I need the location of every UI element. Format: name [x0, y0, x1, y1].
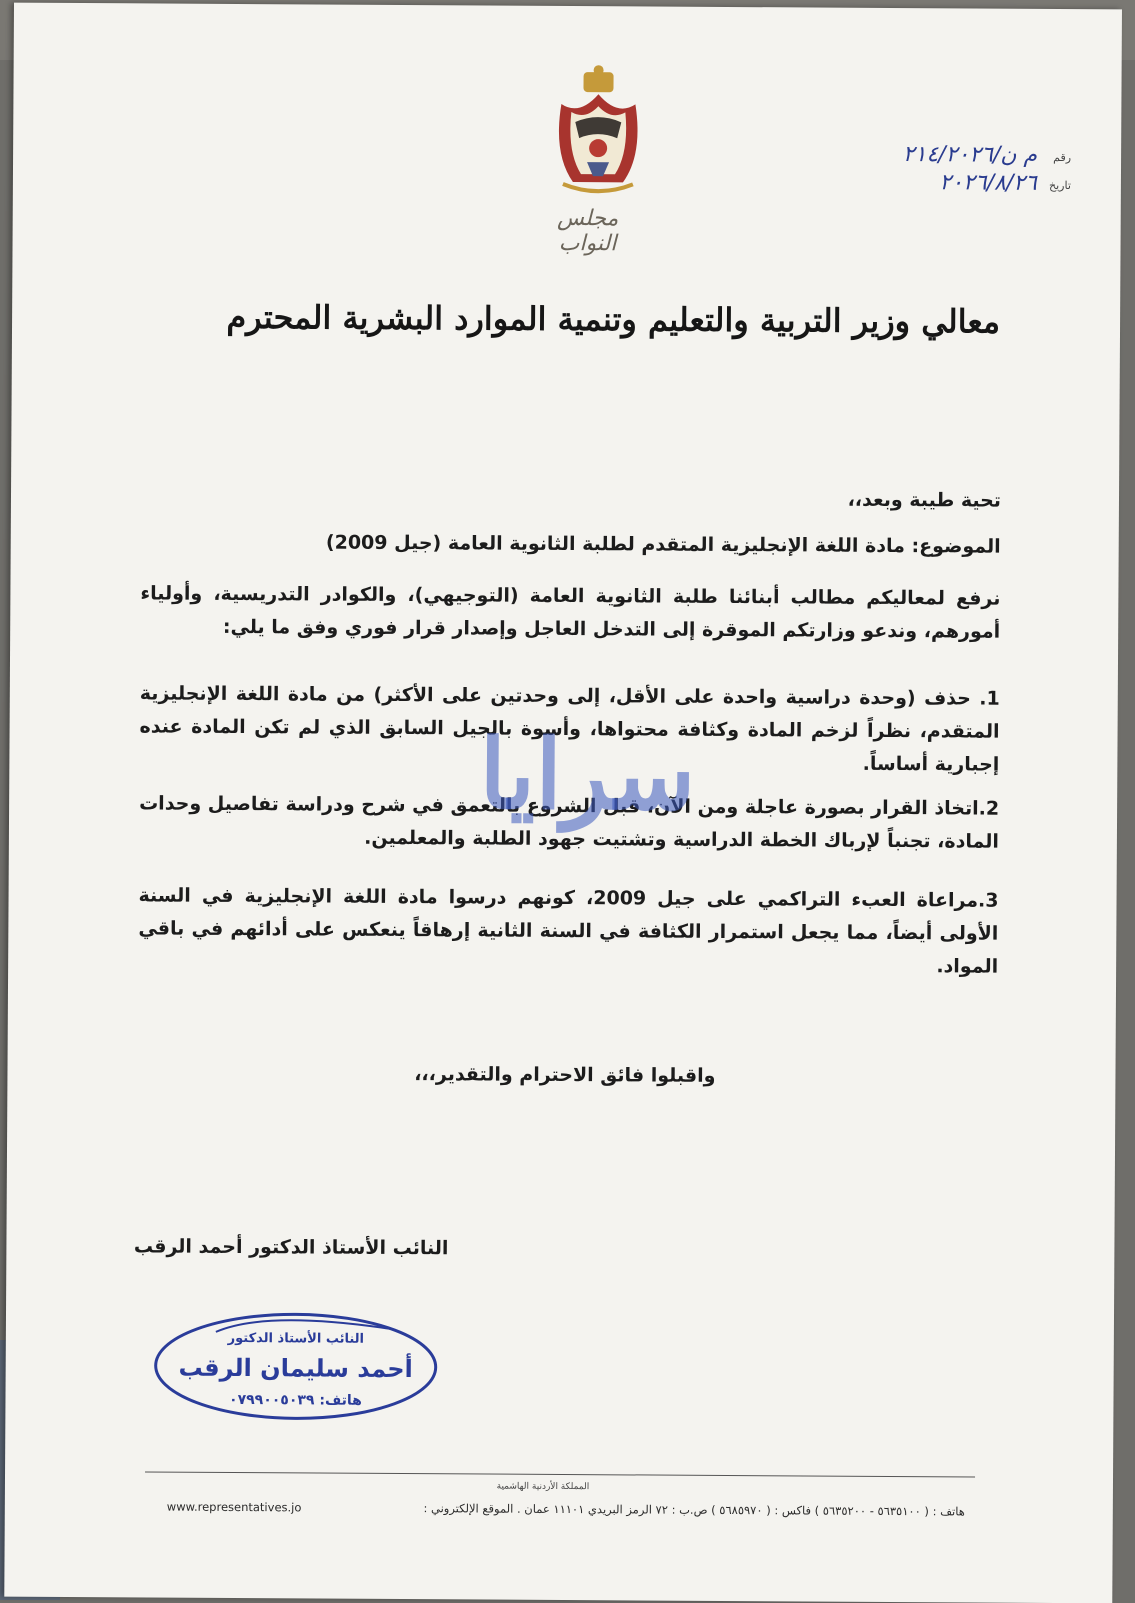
reference-number-label: رقم: [1053, 150, 1072, 165]
greeting: تحية طيبة وبعد،،: [847, 488, 1002, 512]
closing-line: واقبلوا فائق الاحترام والتقدير،،،: [414, 1063, 716, 1087]
council-logo: مجلس النواب: [556, 205, 619, 257]
intro-paragraph: نرفع لمعاليكم مطالب أبنائنا طلبة الثانوية العامة (التوجيهي)، والكوادر التدريسية، وأولياء أمورهم، وندعو وزارتكم الموقرة إلى التدخل العاجل وإصدار قرار فوري وفق ما يلي:: [140, 582, 1001, 643]
addressee-heading: معالي وزير التربية والتعليم وتنمية الموارد البشرية المحترم: [226, 297, 1001, 341]
stamp-phone: هاتف: ٠٧٩٩٠٠٥٠٣٩: [229, 1391, 362, 1409]
reference-number-value: م ن/٢١٤/٢٠٢٦: [902, 142, 1038, 168]
official-stamp: [145, 1301, 446, 1425]
subject-line: الموضوع: مادة اللغة الإنجليزية المتقدم لطلبة الثانوية العامة (جيل 2009): [325, 531, 1001, 558]
request-item-1: 1. حذف (وحدة دراسية واحدة على الأقل، إلى وحدتين على الأكثر) من مادة اللغة الإنجليزية المتقدم، نظراً لزخم المادة وكثافة محتواها، وأسوة بالجيل السابق الذي لم تكن المادة عنده إجبارية أساساً.: [139, 682, 1000, 776]
reference-date-row: [771, 169, 1071, 199]
reference-date-label: تاريخ: [1048, 178, 1071, 193]
stamp-title: النائب الأستاذ الدكتور: [227, 1330, 365, 1347]
reference-block: [771, 141, 1071, 199]
footer-contact: هاتف : ( ٥٦٣٥١٠٠ - ٥٦٣٥٢٠٠ ) فاكس : ( ٥٦٨٥٩٧٠ ) ص.ب : ٧٢ الرمز البريدي ١١١٠١ عمان . الموقع الإلكتروني :: [423, 1501, 965, 1519]
reference-date-value: ٢٠٢٦/٨/٢٦: [939, 170, 1038, 196]
watermark: سرايا: [478, 717, 696, 832]
stamp-name: أحمد سليمان الرقب: [178, 1353, 413, 1384]
footer-divider: [145, 1471, 975, 1477]
request-item-3: 3.مراعاة العبء التراكمي على جيل 2009، كونهم درسوا مادة اللغة الإنجليزية في السنة الأولى أيضاً، مما يجعل استمرار الكثافة في السنة الثانية إرهاقاً ينعكس على أدائهم في باقي المواد.: [138, 884, 999, 978]
footer-kingdom: المملكة الأردنية الهاشمية: [496, 1481, 590, 1493]
letter-page: [4, 3, 1122, 1603]
footer-website: www.representatives.jo: [166, 1499, 302, 1515]
coat-of-arms-icon: [543, 64, 654, 205]
request-item-2: 2.اتخاذ القرار بصورة عاجلة ومن الآن، قبل الشروع بالتعمق في شرح ودراسة تفاصيل وحدات المادة، تجنباً لإرباك الخطة الدراسية وتشتيت جهود الطلبة والمعلمين.: [139, 792, 1000, 853]
signer-name: النائب الأستاذ الدكتور أحمد الرقب: [133, 1235, 449, 1260]
reference-number-row: [771, 141, 1071, 171]
